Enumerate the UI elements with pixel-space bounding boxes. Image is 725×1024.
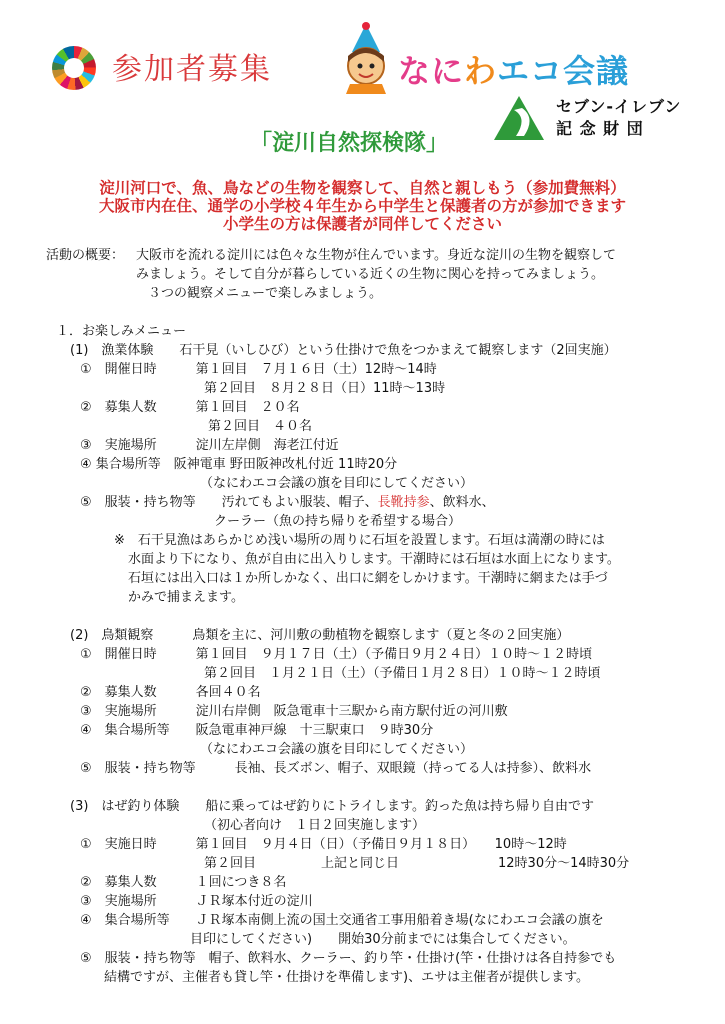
menu3-head: (3) はぜ釣り体験 船に乗ってはぜ釣りにトライします。釣った魚は持ち帰り自由です	[70, 799, 594, 814]
menu1-line: ② 募集人数 第１回目 ２０名	[80, 400, 300, 415]
mascot-icon	[340, 22, 392, 94]
boots-required: 長靴持参	[377, 495, 430, 510]
event-title: 「淀川自然探検隊」	[250, 131, 449, 156]
menu2-line: ① 開催日時 第１回目 ９月１７日（土）（予備日９月２４日）１０時〜１２時頃	[80, 647, 593, 662]
menu1-line: 第２回目 ４０名	[208, 419, 313, 434]
overview-label: 活動の概要：	[46, 248, 125, 263]
overview-line-1: 大阪市を流れる淀川には色々な生物が住んでいます。身近な淀川の生物を観察して	[136, 248, 616, 263]
menu3-line: 目印にしてください) 開始30分前までには集合してください。	[190, 932, 576, 947]
menu3-line: ⑤ 服装・持ち物等 帽子、飲料水、クーラー、釣り竿・仕掛け(竿・仕掛けは各自持参でも	[80, 951, 617, 966]
menu2-line: （なにわエコ会議の旗を目印にしてください）	[200, 742, 474, 757]
menu2-line: ④ 集合場所等 阪急電車神戸線 十三駅東口 ９時30分	[80, 723, 434, 738]
sponsor-line1: セブン-イレブン	[556, 97, 682, 116]
overview-line-2: みましょう。そして自分が暮らしている近くの生物に関心を持ってみましょう。	[136, 267, 605, 282]
recruit-heading: 参加者募集	[112, 52, 272, 87]
menu1-l8c: 、飲料水、	[429, 495, 495, 510]
intro-line-1: 淀川河口で、魚、鳥などの生物を観察して、自然と親しもう（参加費無料）	[99, 179, 626, 197]
menu3-line: ③ 実施場所 ＪＲ塚本付近の淀川	[80, 894, 313, 909]
menu1-note: 水面より下になり、魚が自由に出入りします。干潮時には石垣は水面上になります。	[128, 552, 620, 567]
menu1-line	[80, 493, 495, 512]
intro-line-2: 大阪市内在住、通学の小学校４年生から中学生と保護者の方が参加できます	[98, 197, 626, 215]
sdgs-wheel-icon	[52, 46, 96, 90]
menu1-line: （なにわエコ会議の旗を目印にしてください）	[200, 476, 474, 491]
menu1-l8a: ⑤ 服装・持ち物等 汚れてもよい服装、帽子、	[80, 495, 378, 510]
menu1-line: ④ 集合場所等 阪神電車 野田阪神改札付近 11時20分	[80, 457, 398, 472]
menu2-line: 第２回目 １月２１日（土）（予備日１月２８日）１０時〜１２時頃	[204, 666, 601, 681]
menu3-sub: （初心者向け １日２回実施します）	[204, 818, 426, 833]
menu3-line: 12時30分〜14時30分	[498, 856, 630, 871]
menu2-line: ③ 実施場所 淀川右岸側 阪急電車十三駅から南方駅付近の河川敷	[80, 704, 508, 719]
brand-part2: わ	[464, 52, 498, 90]
menu2-line: ⑤ 服装・持ち物等 長袖、長ズボン、帽子、双眼鏡（持ってる人は持参）、飲料水	[80, 761, 592, 776]
menu1-note: 石垣には出入口は１か所しかなく、出口に網をしかけます。干潮時に網または手づ	[128, 571, 608, 586]
brand-logo-text	[398, 46, 629, 92]
sponsor-name	[556, 96, 681, 140]
intro-line-3: 小学生の方は保護者が同伴してください	[222, 215, 502, 233]
brand-part1: なに	[398, 52, 465, 90]
overview-line-3: ３つの観察メニューで楽しみましょう。	[148, 286, 383, 301]
menu1-head: (1) 漁業体験 石干見（いしひび）という仕掛けで魚をつかまえて観察します（2回実施）	[70, 343, 617, 358]
menu2-line: ② 募集人数 各回４０名	[80, 685, 261, 700]
menu3-line: 結構ですが、主催者も貸し竿・仕掛けを準備します)、エサは主催者が提供します。	[104, 970, 590, 985]
menu1-line: ① 開催日時 第１回目 ７月１６日（土）12時〜14時	[80, 362, 437, 377]
menu2-head: (2) 鳥類観察 鳥類を主に、河川敷の動植物を観察します（夏と冬の２回実施）	[70, 628, 570, 643]
menu1-note: かみで捕まえます。	[128, 590, 244, 605]
seven-eleven-foundation-logo	[494, 96, 544, 140]
section-title: １．お楽しみメニュー	[56, 324, 187, 339]
menu3-line: 第２回目 上記と同じ日	[204, 856, 400, 871]
menu3-line: ④ 集合場所等 ＪＲ塚本南側上流の国土交通省工事用船着き場(なにわエコ会議の旗を	[80, 913, 604, 928]
menu1-line: ③ 実施場所 淀川左岸側 海老江付近	[80, 438, 339, 453]
menu1-note: ※ 石干見漁はあらかじめ浅い場所の周りに石垣を設置します。石垣は満潮の時には	[114, 533, 605, 548]
menu3-line: ① 実施日時 第１回目 ９月４日（日）（予備日９月１８日） 10時〜12時	[80, 837, 567, 852]
sponsor-line2: 記 念 財 団	[556, 119, 644, 138]
brand-part3: エコ会議	[497, 52, 630, 90]
menu1-line: クーラー（魚の持ち帰りを希望する場合）	[214, 514, 462, 529]
menu3-line: ② 募集人数 １回につき８名	[80, 875, 287, 890]
menu1-line: 第２回目 ８月２８日（日）11時〜13時	[204, 381, 446, 396]
